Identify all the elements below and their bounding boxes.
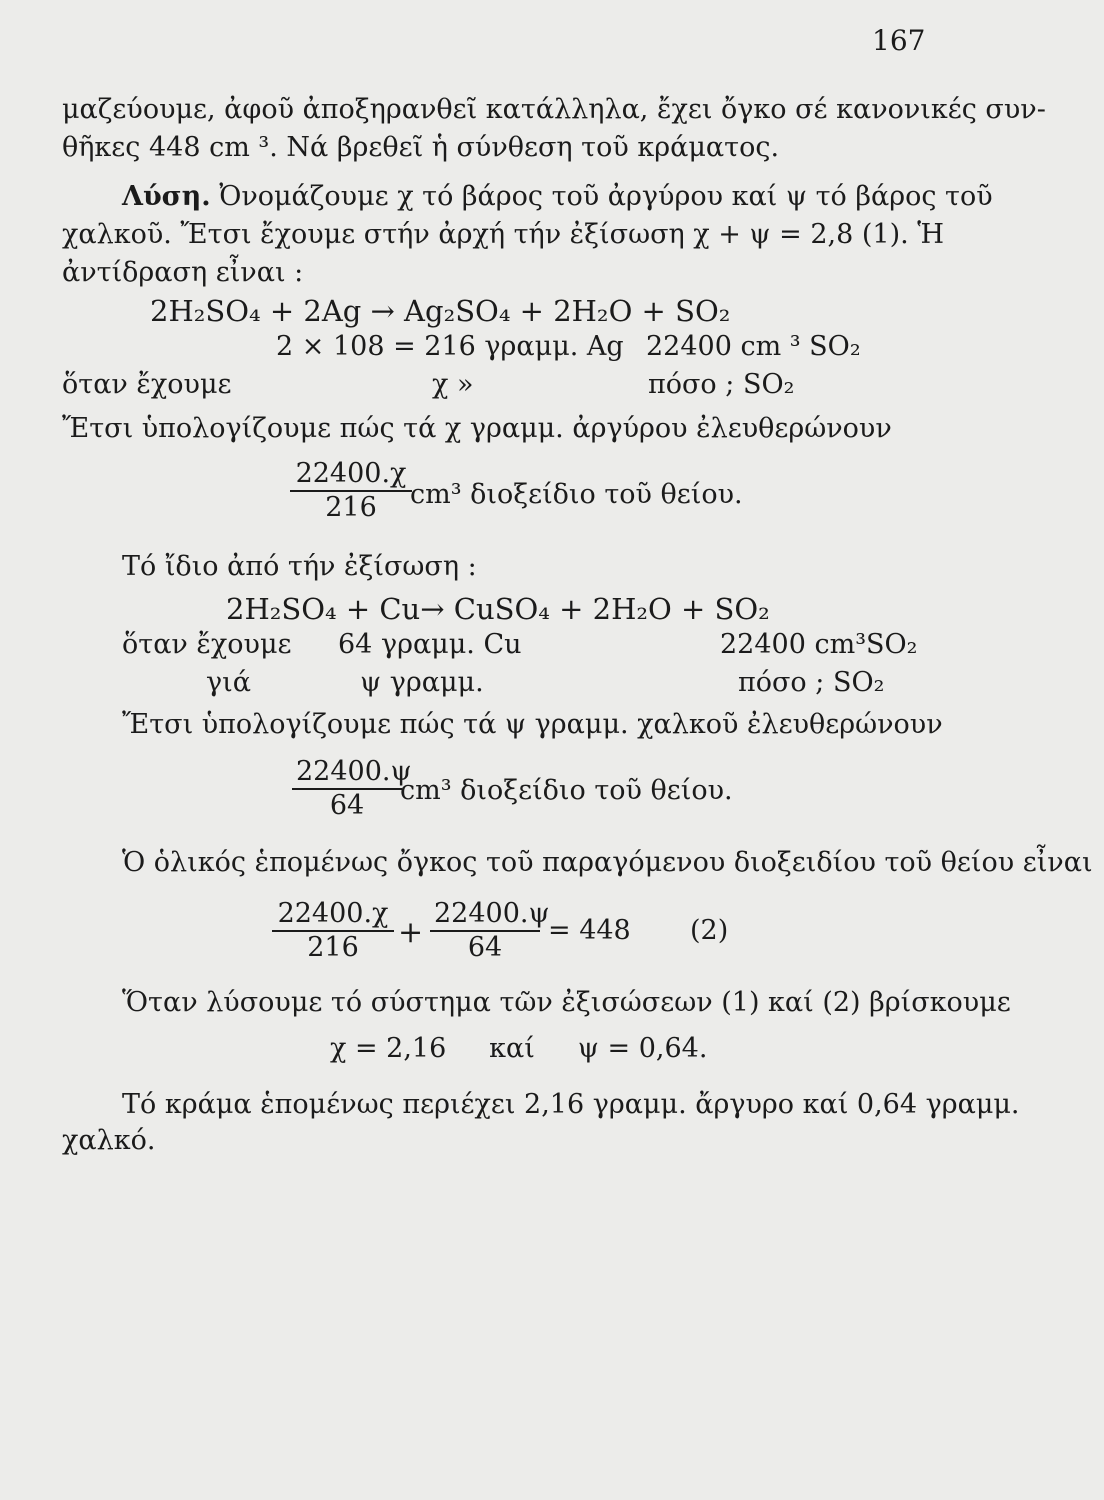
paragraph-line: Τό ἴδιο ἀπό τήν ἐξίσωση : [122,551,477,582]
reaction-stoichiometry: ὅταν ἔχουμε [62,369,232,400]
fraction-numerator: 22400.χ [290,458,412,492]
fraction-numerator: 22400.ψ [292,756,402,790]
reaction-stoichiometry: χ » [432,369,474,400]
fraction-silver [272,898,394,964]
reaction-stoichiometry: 64 γραμμ. Cu [338,629,522,660]
paragraph-line: Ὁ ὁλικός ἑπομένως ὄγκος τοῦ παραγόμενου διοξειδίου τοῦ θείου εἶναι [122,847,1093,878]
solution-line [122,180,993,214]
reaction-stoichiometry: γιά [206,667,251,698]
calculation-intro: Ἔτσι ὑπολογίζουμε πώς τά χ γραμμ. ἀργύρου ἐλευθερώνουν [62,413,892,444]
reaction-stoichiometry: 22400 cm ³ SO₂ [646,331,861,362]
fraction-tail: cm³ διοξείδιο τοῦ θείου. [400,775,733,806]
solution-line: χαλκοῦ. Ἔτσι ἔχουμε στήν ἀρχή τήν ἐξίσωση χ + ψ = 2,8 (1). Ἡ [62,219,945,250]
reaction-stoichiometry: 2 × 108 = 216 γραμμ. Ag [276,331,624,362]
reaction-stoichiometry: 22400 cm³SO₂ [720,629,918,660]
fraction-copper [430,898,550,964]
solution-line: ἀντίδραση εἶναι : [62,257,304,288]
fraction-denominator: 216 [307,932,359,963]
reaction-equation: 2H₂SO₄ + 2Ag → Ag₂SO₄ + 2H₂O + SO₂ [150,294,731,328]
fraction-tail: cm³ διοξείδιο τοῦ θείου. [410,479,743,510]
conclusion-line: χαλκό. [62,1125,156,1156]
fraction-denominator: 216 [325,492,377,523]
plus-sign: + [398,915,424,950]
calculation-intro: Ἔτσι ὑπολογίζουμε πώς τά ψ γραμμ. χαλκοῦ ἐλευθερώνουν [122,709,943,740]
conclusion-line: Τό κράμα ἑπομένως περιέχει 2,16 γραμμ. ἄργυρο καί 0,64 γραμμ. [122,1089,1020,1120]
fraction-numerator: 22400.ψ [430,898,540,932]
paragraph-line: μαζεύουμε, ἀφοῦ ἀποξηρανθεῖ κατάλληλα, ἔχει ὄγκο σέ κανονικές συν- [62,94,1046,125]
equation-rhs: = 448 [548,915,631,946]
reaction-stoichiometry: ψ γραμμ. [360,667,484,698]
result-line: χ = 2,16 καί ψ = 0,64. [330,1033,708,1064]
fraction-silver [290,458,412,524]
paragraph-line: θῆκες 448 cm ³. Νά βρεθεῖ ἡ σύνθεση τοῦ κράματος. [62,132,780,163]
reaction-equation: 2H₂SO₄ + Cu→ CuSO₄ + 2H₂O + SO₂ [226,592,770,626]
paragraph-line: Ὅταν λύσουμε τό σύστημα τῶν ἐξισώσεων (1) καί (2) βρίσκουμε [122,987,1011,1018]
fraction-numerator: 22400.χ [272,898,394,932]
fraction-copper [292,756,412,822]
solution-text: Ὀνομάζουμε χ τό βάρος τοῦ ἀργύρου καί ψ τό βάρος τοῦ [210,181,993,212]
fraction-denominator: 64 [329,790,365,821]
fraction-denominator: 64 [467,932,503,963]
page-number: 167 [872,24,926,57]
reaction-stoichiometry: ὅταν ἔχουμε [122,629,292,660]
reaction-stoichiometry: πόσο ; SO₂ [648,369,795,400]
equation-tag: (2) [690,915,729,946]
solution-label: Λύση. [122,181,211,212]
reaction-stoichiometry: πόσο ; SO₂ [738,667,885,698]
